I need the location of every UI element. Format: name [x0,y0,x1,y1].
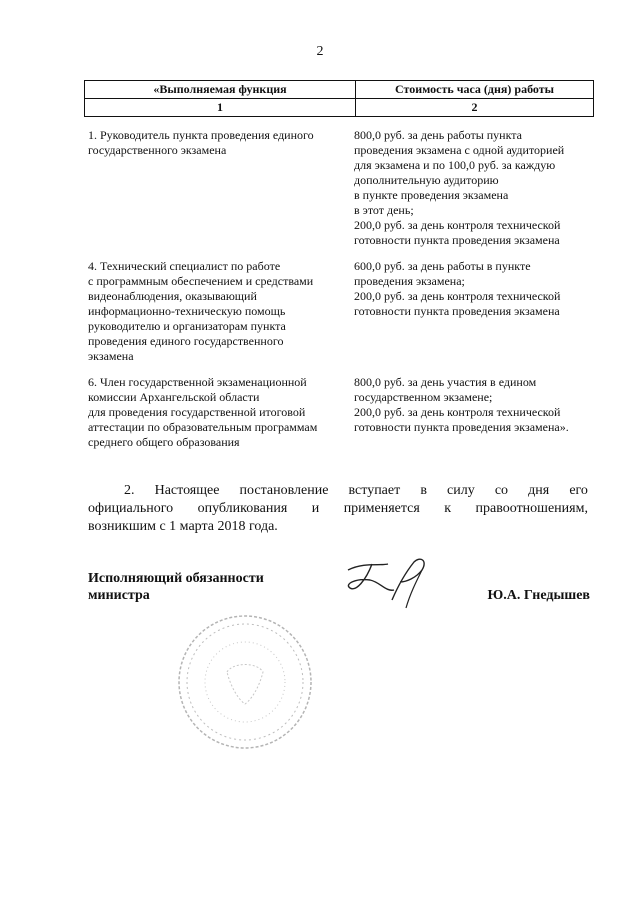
col1-number: 1 [85,99,356,117]
word: к [444,501,452,516]
col2-number: 2 [356,99,594,117]
signatory-title-line: министра [88,588,150,603]
signatory-title [88,570,264,604]
text-line: 1. Руководитель пункта проведения единого [88,128,314,142]
text-line: 800,0 руб. за день работы пункта [354,128,522,142]
word: и [311,501,320,516]
word: силу [447,483,475,498]
text-line: государственном экзамене; [354,390,493,404]
text-line: готовности пункта проведения экзамена [354,304,560,318]
text-line: руководителю и организаторам пункта [88,319,286,333]
text-line: для проведения государственной итоговой [88,405,306,419]
word: правоотношениям, [475,501,588,516]
text-line: государственного экзамена [88,143,227,157]
cost-cell [354,128,599,248]
word: его [569,483,588,498]
text-line: 6. Член государственной экзаменационной [88,375,307,389]
text-line: 200,0 руб. за день контроля технической [354,405,561,419]
cost-cell [354,259,599,319]
paragraph-line: возникшим с 1 марта 2018 года. [88,519,278,534]
text-line: 600,0 руб. за день работы в пункте [354,259,531,273]
text-line: готовности пункта проведения экзамена». [354,420,569,434]
table-header [84,80,594,117]
signatory-title-line: Исполняющий обязанности [88,571,264,586]
text-line: 200,0 руб. за день контроля технической [354,289,561,303]
paragraph-line [88,500,588,518]
text-line: аттестации по образовательным программам [88,420,318,434]
cost-cell [354,375,599,435]
function-cell [88,375,343,450]
word: официального [88,501,174,516]
text-line: для экзамена и по 100,0 руб. за каждую [354,158,556,172]
word: Настоящее [154,483,220,498]
word: дня [528,483,550,498]
text-line: информационно-техническую помощь [88,304,286,318]
text-line: комиссии Архангельской области [88,390,260,404]
effective-date-paragraph [88,482,588,536]
word: 2. [124,483,135,498]
text-line: в пункте проведения экзамена [354,188,509,202]
signatory-name: Ю.А. Гнедышев [487,588,590,603]
col2-title: Стоимость часа (дня) работы [356,81,594,99]
text-line: 200,0 руб. за день контроля технической [354,218,561,232]
text-line: 800,0 руб. за день участия в едином [354,375,537,389]
function-cell [88,259,343,364]
word: со [494,483,509,498]
text-line: проведения единого государственного [88,334,284,348]
text-line: среднего общего образования [88,435,240,449]
official-seal-icon [175,612,315,752]
page-number: 2 [316,44,324,59]
handwritten-signature [336,552,446,612]
text-line: видеонаблюдения, оказывающий [88,289,257,303]
text-line: проведения экзамена с одной аудиторией [354,143,565,157]
function-cell [88,128,343,158]
text-line: 4. Технический специалист по работе [88,259,281,273]
paragraph-line [88,482,588,500]
col1-title: «Выполняемая функция [85,81,356,99]
word: постановление [239,483,329,498]
word: опубликования [197,501,288,516]
text-line: проведения экзамена; [354,274,465,288]
word: в [420,483,427,498]
text-line: дополнительную аудиторию [354,173,499,187]
text-line: готовности пункта проведения экзамена [354,233,560,247]
text-line: в этот день; [354,203,414,217]
word: применяется [343,501,420,516]
text-line: с программным обеспечением и средствами [88,274,314,288]
word: вступает [348,483,401,498]
text-line: экзамена [88,349,134,363]
